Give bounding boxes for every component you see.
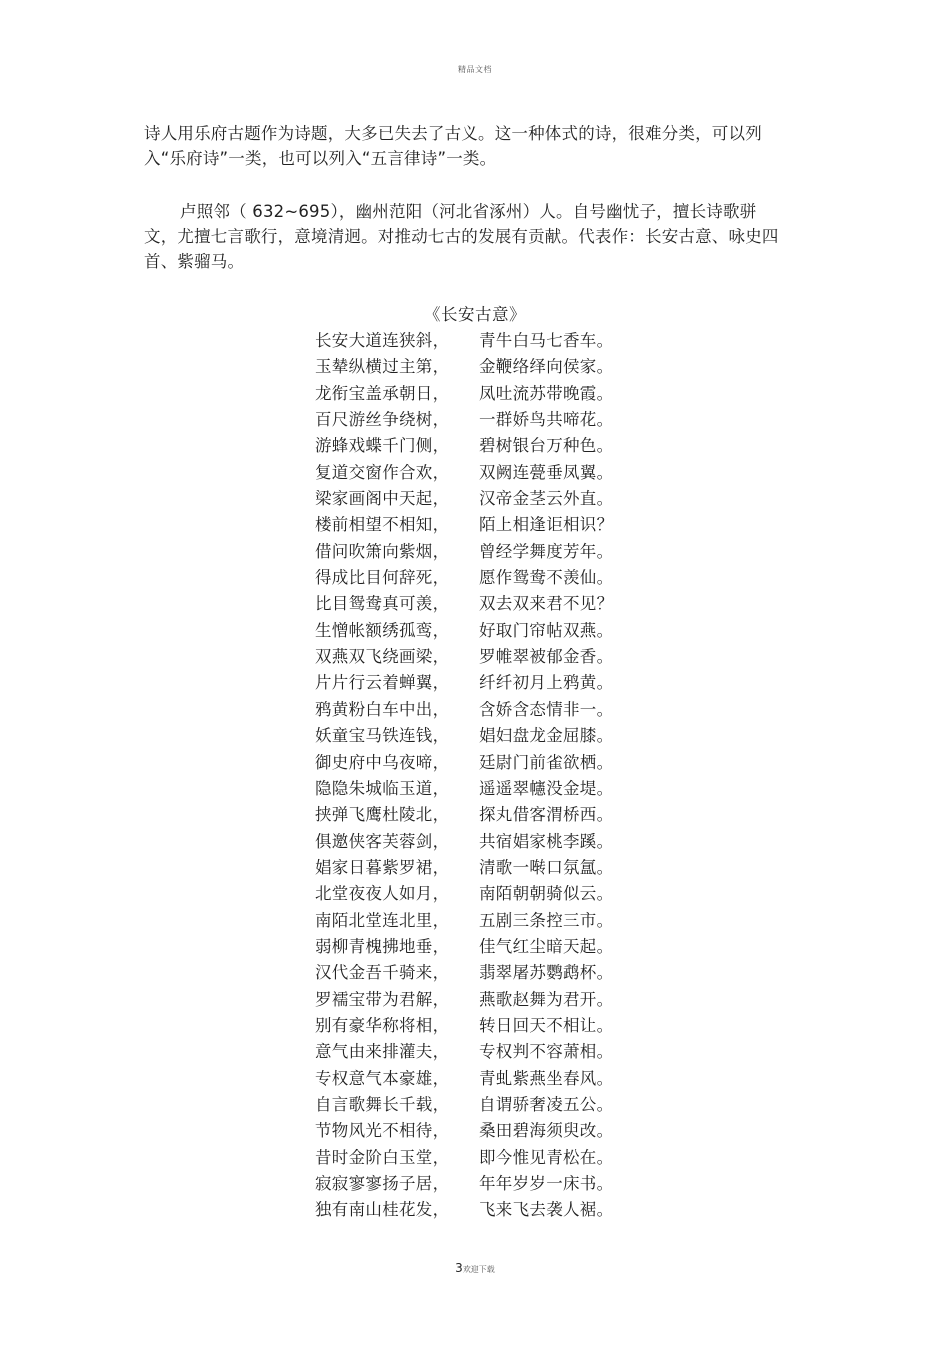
poem-line-second-half: 燕歌赵舞为君开。: [479, 989, 614, 1009]
poem-line-second-half: 青牛白马七香车。: [479, 331, 614, 350]
poem-line-second-half: 汉帝金茎云外直。: [479, 489, 614, 509]
poem-line-first-half: 生憎帐额绣孤鸾，: [315, 620, 450, 640]
poem-line: [315, 1039, 655, 1065]
poem-line: [315, 591, 655, 617]
poem-line-second-half: 好取门帘帖双燕。: [479, 620, 614, 640]
poem-line-second-half: 飞来飞去袭人裾。: [479, 1200, 614, 1220]
poem-line: [315, 1092, 655, 1118]
poem-line: [315, 1145, 655, 1171]
poem-line: [315, 1197, 655, 1223]
poem-line: [315, 618, 655, 644]
poem-line-first-half: 寂寂寥寥扬子居，: [315, 1174, 450, 1193]
poem-line-first-half: 自言歌舞长千载，: [315, 1094, 450, 1114]
intro-paragraph: 诗人用乐府古题作为诗题，大多已失去了古义。这一种体式的诗，很难分类，可以列入“乐府诗”一类，也可以列入“五言律诗”一类。: [144, 124, 762, 168]
poem-line: [315, 960, 655, 986]
poem-line: [315, 1066, 655, 1092]
poem-line: [315, 802, 655, 828]
poem-line-second-half: 自谓骄奢凌五公。: [479, 1094, 614, 1114]
poem-line-first-half: 娼家日暮紫罗裙，: [315, 857, 450, 877]
poem-line-second-half: 廷尉门前雀欲栖。: [479, 752, 614, 772]
poem-line-first-half: 别有豪华称将相，: [315, 1015, 450, 1035]
poem-line: [315, 723, 655, 749]
poem-line: [315, 1013, 655, 1039]
poem-line: [315, 750, 655, 776]
poem-line-second-half: 清歌一啭口氛氲。: [479, 857, 614, 877]
poem-line-second-half: 含娇含态情非一。: [479, 699, 614, 719]
poem-line: [315, 565, 655, 591]
author-paragraph: [144, 199, 784, 274]
poem-line: [315, 987, 655, 1013]
poem-line-second-half: 即今惟见青松在。: [479, 1147, 614, 1167]
poem-line-first-half: 游蜂戏蝶千门侧，: [315, 436, 450, 456]
poem-line-first-half: 俱邀侠客芙蓉剑，: [315, 831, 450, 851]
poem-line-second-half: 共宿娼家桃李蹊。: [479, 831, 614, 851]
poem-line: [315, 908, 655, 934]
poem-line-second-half: 双阙连甍垂凤翼。: [479, 462, 614, 482]
poem-line: [315, 829, 655, 855]
poem-line-first-half: 龙衔宝盖承朝日，: [315, 383, 450, 403]
poem-line-second-half: 翡翠屠苏鹦鹉杯。: [479, 963, 614, 983]
poem-line-first-half: 挟弹飞鹰杜陵北，: [315, 805, 450, 825]
poem-line-second-half: 佳气红尘暗天起。: [479, 936, 614, 956]
poem-line: [315, 354, 655, 380]
poem-line-second-half: 桑田碧海须臾改。: [479, 1121, 614, 1141]
poem-line-first-half: 片片行云着蝉翼，: [315, 673, 450, 693]
poem-line-first-half: 鸦黄粉白车中出，: [315, 699, 450, 719]
poem-line-first-half: 汉代金吾千骑来，: [315, 963, 450, 983]
poem-line: [315, 486, 655, 512]
poem-line: [315, 881, 655, 907]
poem-line: [315, 697, 655, 723]
poem-body: [315, 328, 655, 1224]
poem-line-second-half: 愿作鸳鸯不羡仙。: [479, 568, 614, 588]
poem-line-second-half: 专权判不容萧相。: [479, 1042, 614, 1062]
poem-line-first-half: 妖童宝马铁连钱，: [315, 726, 450, 746]
poem-line-second-half: 罗帷翠被郁金香。: [479, 647, 614, 667]
poem-line-first-half: 借问吹箫向紫烟，: [315, 541, 450, 561]
poem-line-first-half: 意气由来排灌夫，: [315, 1042, 450, 1062]
poem-line-first-half: 弱柳青槐拂地垂，: [315, 936, 450, 956]
poem-line-first-half: 北堂夜夜人如月，: [315, 884, 450, 904]
poem-line-first-half: 专权意气本豪雄，: [315, 1068, 450, 1088]
poem-line: [315, 1118, 655, 1144]
poem-line: [315, 644, 655, 670]
poem-line: [315, 539, 655, 565]
poem-line-second-half: 年年岁岁一床书。: [479, 1174, 614, 1193]
page-number: 3: [455, 1261, 463, 1275]
footer-note: 欢迎下载: [462, 1265, 495, 1274]
poem-line-second-half: 娼妇盘龙金屈膝。: [479, 726, 614, 746]
poem-line-second-half: 探丸借客渭桥西。: [479, 805, 614, 825]
poem-line-second-half: 转日回天不相让。: [479, 1015, 614, 1035]
poem-line-second-half: 青虬紫燕坐春风。: [479, 1068, 614, 1088]
poem-line-second-half: 碧树银台万种色。: [479, 436, 614, 456]
poem-line-first-half: 昔时金阶白玉堂，: [315, 1147, 450, 1167]
poem-line-first-half: 百尺游丝争绕树，: [315, 410, 450, 430]
poem-line: [315, 670, 655, 696]
poem-line-first-half: 比目鸳鸯真可羡，: [315, 594, 450, 614]
header-note: 精品文档: [458, 65, 492, 74]
poem-line-second-half: 五剧三条控三市。: [479, 910, 614, 930]
poem-line-second-half: 陌上相逢讵相识？: [479, 515, 614, 535]
poem-line-second-half: 双去双来君不见？: [479, 594, 614, 614]
poem-line: [315, 855, 655, 881]
page-footer: [0, 1261, 950, 1275]
poem-line-first-half: 复道交窗作合欢，: [315, 462, 450, 482]
poem-line: [315, 407, 655, 433]
poem-line-first-half: 罗襦宝带为君解，: [315, 989, 450, 1009]
poem-line-second-half: 遥遥翠幰没金堤。: [479, 778, 614, 798]
poem-line-first-half: 得成比目何辞死，: [315, 568, 450, 588]
poem-line-first-half: 隐隐朱城临玉道，: [315, 778, 450, 798]
poem-line: [315, 512, 655, 538]
poem-line-second-half: 一群娇鸟共啼花。: [479, 410, 614, 430]
poem-line-first-half: 玉辇纵横过主第，: [315, 357, 450, 377]
poem-line-first-half: 梁家画阁中天起，: [315, 489, 450, 509]
poem-line-first-half: 长安大道连狭斜，: [315, 331, 450, 350]
poem-line: [315, 460, 655, 486]
poem-line: [315, 776, 655, 802]
poem-line-second-half: 纤纤初月上鸦黄。: [479, 673, 614, 693]
poem-line-first-half: 南陌北堂连北里，: [315, 910, 450, 930]
poem-line-second-half: 凤吐流苏带晚霞。: [479, 383, 614, 403]
poem-line: [315, 1171, 655, 1197]
poem-line: [315, 381, 655, 407]
poem-line-first-half: 节物风光不相待，: [315, 1121, 450, 1141]
poem-line-first-half: 独有南山桂花发，: [315, 1200, 450, 1220]
poem-line-second-half: 南陌朝朝骑似云。: [479, 884, 614, 904]
poem-line-first-half: 御史府中乌夜啼，: [315, 752, 450, 772]
poem-line-first-half: 楼前相望不相知，: [315, 515, 450, 535]
poem-title: 《长安古意》: [424, 305, 526, 324]
poem-line-second-half: 金鞭络绎向侯家。: [479, 357, 614, 377]
poem-line-first-half: 双燕双飞绕画梁，: [315, 647, 450, 667]
poem-line-second-half: 曾经学舞度芳年。: [479, 541, 614, 561]
poem-line: [315, 433, 655, 459]
poem-line: [315, 934, 655, 960]
poem-line: [315, 328, 655, 354]
author-paragraph-text: 卢照邻（ 632~695），幽州范阳（河北省涿州）人。自号幽忧子，擅长诗歌骈文，尤擅七言歌行，意境清迥。对推动七古的发展有贡献。代表作：长安古意、咏史四首、紫骝马。: [144, 202, 779, 271]
